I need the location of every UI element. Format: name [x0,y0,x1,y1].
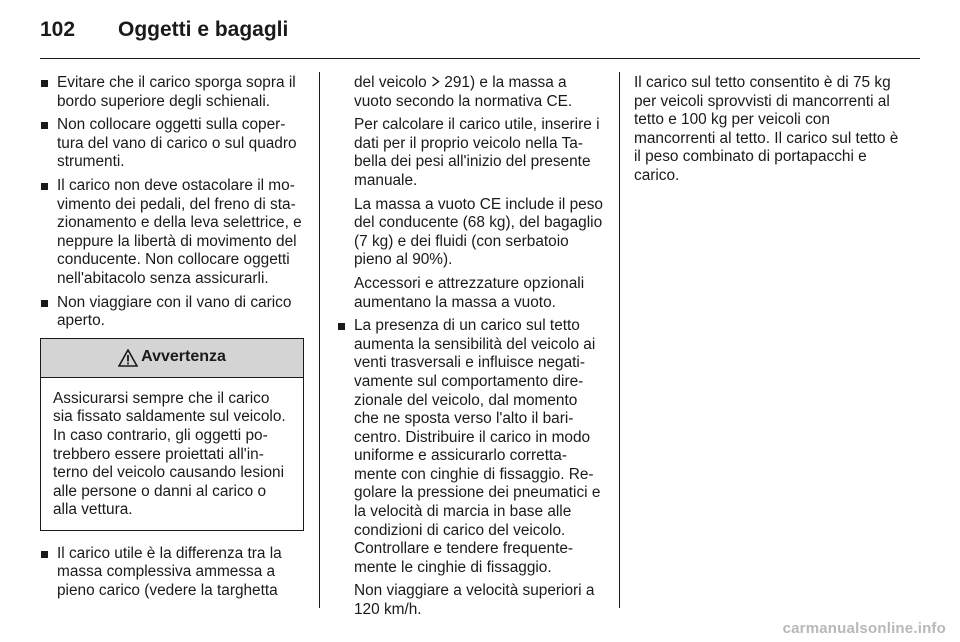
list-item: Evitare che il carico sporga sopra il bordo superiore degli schienali. [40,74,304,111]
warning-triangle-icon [118,349,138,367]
list-item: La presenza di un carico sul tetto aumenta la sensibilità del veicolo ai venti trasversali e influisce negativamente sul comportamento direzionale del veicolo, dal momento che ne sposta verso l'alto il baricentro. Distribuire il carico in modo uniforme e assicurarlo correttamente con cinghie di fissaggio. Regolare la pressione dei pneumatici e la velocità di marcia in base alle condizioni di carico del veicolo. Controllare e tendere frequentemente le cinghie di fissaggio. [337,317,603,577]
paragraph: Il carico sul tetto consentito è di 75 kg per veicoli sprovvisti di mancorrenti al tetto e 100 kg per veicoli con mancorrenti al tetto. Il carico sul tetto è il peso combinato di portapacchi e carico. [634,74,899,184]
page-title: Oggetti e bagagli [118,18,289,41]
warning-text: Assicurarsi sempre che il carico sia fissato saldamente sul veicolo. In caso contrario, gli oggetti potrebbero essere proiettati all'interno del veicolo causando lesioni alle persone o danni al carico o alla vettura. [53,389,286,519]
list-item: Il carico utile è la differenza tra la massa complessiva ammessa a pieno carico (vedere la targhetta [40,545,304,601]
warning-title: Avvertenza [141,348,226,366]
paragraph: La massa a vuoto CE include il peso del conducente (68 kg), del bagaglio (7 kg) e dei fluidi (con serbatoio pieno al 90%). [354,195,603,269]
page-header [40,10,920,50]
warning-header [41,339,303,378]
page-reference-icon [431,76,440,87]
page-number: 102 [40,18,76,41]
column-1 [40,74,304,606]
column-divider [319,72,320,608]
column-3 [634,74,906,191]
paragraph [337,74,603,111]
warning-box [40,338,304,531]
column-divider [619,72,620,608]
watermark: carmanualsonline.info [782,620,946,637]
header-rule [40,58,920,59]
paragraph: Non viaggiare a velocità superiori a 120 km/h. [354,582,595,619]
column-2 [337,74,603,625]
list-item: Il carico non deve ostacolare il movimento dei pedali, del freno di stazionamento e della leva selettrice, e neppure la libertà di movimento del conducente. Non collocare oggetti nell'abitacolo senza assicurarli. [40,177,304,289]
list-item: Non collocare oggetti sulla copertura del vano di carico o sul quadro strumenti. [40,116,304,172]
list-item: Non viaggiare con il vano di carico aperto. [40,294,304,331]
text-run: del veicolo [354,74,431,91]
paragraph: Per calcolare il carico utile, inserire i dati per il proprio veicolo nella Tabella dei pesi all'inizio del presente manuale. [354,116,600,189]
paragraph: Accessori e attrezzature opzionali aumentano la massa a vuoto. [354,274,585,311]
text-run: 291) e la massa a vuoto secondo la normativa CE. [354,74,573,110]
